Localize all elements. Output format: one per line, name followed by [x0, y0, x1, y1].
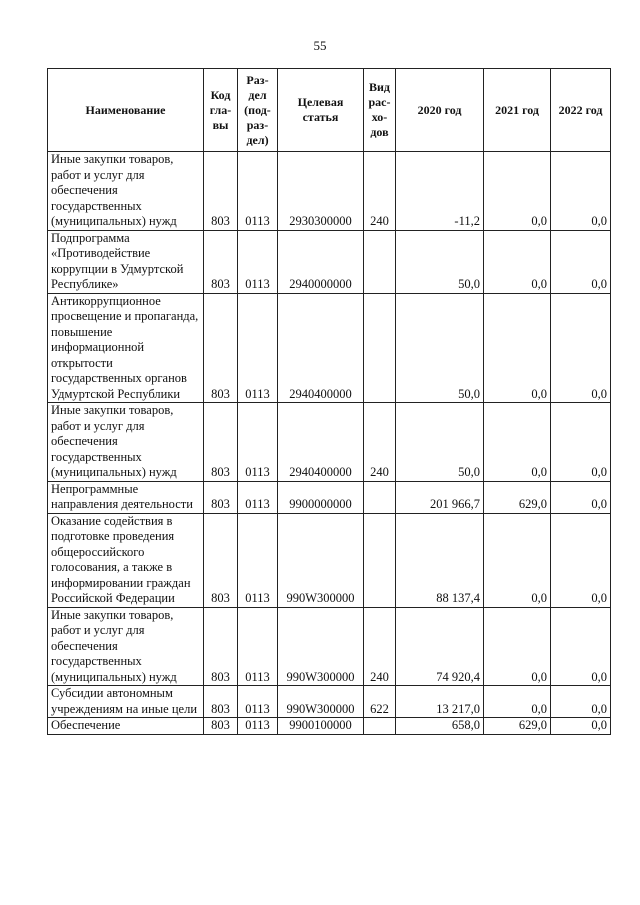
cell-2020: 13 217,0	[396, 686, 484, 718]
cell-article: 2940000000	[278, 230, 364, 293]
cell-expense-type: 240	[364, 607, 396, 686]
cell-2020: 50,0	[396, 403, 484, 482]
cell-expense-type	[364, 293, 396, 403]
cell-2022: 0,0	[551, 152, 611, 231]
cell-code: 803	[204, 230, 238, 293]
cell-2020: 50,0	[396, 230, 484, 293]
cell-expense-type	[364, 481, 396, 513]
header-section: Раз- дел (под- раз- дел)	[238, 69, 278, 152]
cell-code: 803	[204, 293, 238, 403]
cell-2022: 0,0	[551, 686, 611, 718]
cell-2020: 50,0	[396, 293, 484, 403]
header-2022: 2022 год	[551, 69, 611, 152]
cell-section: 0113	[238, 718, 278, 735]
cell-code: 803	[204, 513, 238, 607]
cell-2021: 629,0	[484, 481, 551, 513]
cell-article: 990W300000	[278, 513, 364, 607]
cell-2020: -11,2	[396, 152, 484, 231]
page-number: 55	[313, 38, 327, 53]
cell-article: 9900000000	[278, 481, 364, 513]
cell-2021: 0,0	[484, 686, 551, 718]
cell-name: Антикоррупционное просвещение и пропаганда, повышение информационной открытости государственных органов Удмуртской Республики	[48, 293, 204, 403]
cell-2021: 0,0	[484, 403, 551, 482]
cell-2021: 0,0	[484, 230, 551, 293]
cell-section: 0113	[238, 686, 278, 718]
cell-expense-type: 622	[364, 686, 396, 718]
cell-section: 0113	[238, 152, 278, 231]
cell-2020: 88 137,4	[396, 513, 484, 607]
cell-article: 2930300000	[278, 152, 364, 231]
header-2020: 2020 год	[396, 69, 484, 152]
cell-expense-type: 240	[364, 152, 396, 231]
cell-name: Оказание содействия в подготовке проведения общероссийского голосования, а также в информировании граждан Российской Федерации	[48, 513, 204, 607]
table-row	[48, 607, 611, 686]
budget-table	[47, 68, 611, 735]
cell-section: 0113	[238, 607, 278, 686]
cell-article: 990W300000	[278, 686, 364, 718]
cell-article: 2940400000	[278, 403, 364, 482]
cell-section: 0113	[238, 481, 278, 513]
cell-expense-type	[364, 230, 396, 293]
header-2021: 2021 год	[484, 69, 551, 152]
cell-code: 803	[204, 152, 238, 231]
cell-2021: 0,0	[484, 513, 551, 607]
cell-section: 0113	[238, 293, 278, 403]
cell-2020: 658,0	[396, 718, 484, 735]
cell-2020: 74 920,4	[396, 607, 484, 686]
cell-section: 0113	[238, 230, 278, 293]
cell-2022: 0,0	[551, 293, 611, 403]
cell-2022: 0,0	[551, 513, 611, 607]
cell-2021: 0,0	[484, 607, 551, 686]
table-row	[48, 403, 611, 482]
cell-code: 803	[204, 403, 238, 482]
cell-expense-type: 240	[364, 403, 396, 482]
cell-code: 803	[204, 718, 238, 735]
cell-code: 803	[204, 481, 238, 513]
cell-2021: 629,0	[484, 718, 551, 735]
cell-2021: 0,0	[484, 152, 551, 231]
cell-expense-type	[364, 513, 396, 607]
cell-article: 990W300000	[278, 607, 364, 686]
cell-name: Подпрограмма «Противодействие коррупции в Удмуртской Республике»	[48, 230, 204, 293]
table-row	[48, 481, 611, 513]
table-row	[48, 152, 611, 231]
cell-name: Обеспечение	[48, 718, 204, 735]
table-row	[48, 513, 611, 607]
header-expense-type: Вид рас- хо- дов	[364, 69, 396, 152]
cell-code: 803	[204, 607, 238, 686]
header-name: Наименование	[48, 69, 204, 152]
header-article: Целевая статья	[278, 69, 364, 152]
table-row	[48, 293, 611, 403]
table-row	[48, 718, 611, 735]
cell-section: 0113	[238, 403, 278, 482]
cell-2020: 201 966,7	[396, 481, 484, 513]
cell-2022: 0,0	[551, 230, 611, 293]
cell-2022: 0,0	[551, 607, 611, 686]
cell-2022: 0,0	[551, 403, 611, 482]
cell-name: Иные закупки товаров, работ и услуг для обеспечения государственных (муниципальных) нужд	[48, 403, 204, 482]
cell-article: 2940400000	[278, 293, 364, 403]
cell-name: Непрограммные направления деятельности	[48, 481, 204, 513]
cell-code: 803	[204, 686, 238, 718]
cell-expense-type	[364, 718, 396, 735]
cell-article: 9900100000	[278, 718, 364, 735]
header-row	[48, 69, 611, 152]
header-code: Код гла- вы	[204, 69, 238, 152]
cell-section: 0113	[238, 513, 278, 607]
cell-name: Иные закупки товаров, работ и услуг для обеспечения государственных (муниципальных) нужд	[48, 607, 204, 686]
cell-name: Субсидии автономным учреждениям на иные цели	[48, 686, 204, 718]
cell-name: Иные закупки товаров, работ и услуг для обеспечения государственных (муниципальных) нужд	[48, 152, 204, 231]
cell-2022: 0,0	[551, 718, 611, 735]
cell-2022: 0,0	[551, 481, 611, 513]
table-row	[48, 230, 611, 293]
cell-2021: 0,0	[484, 293, 551, 403]
table-row	[48, 686, 611, 718]
